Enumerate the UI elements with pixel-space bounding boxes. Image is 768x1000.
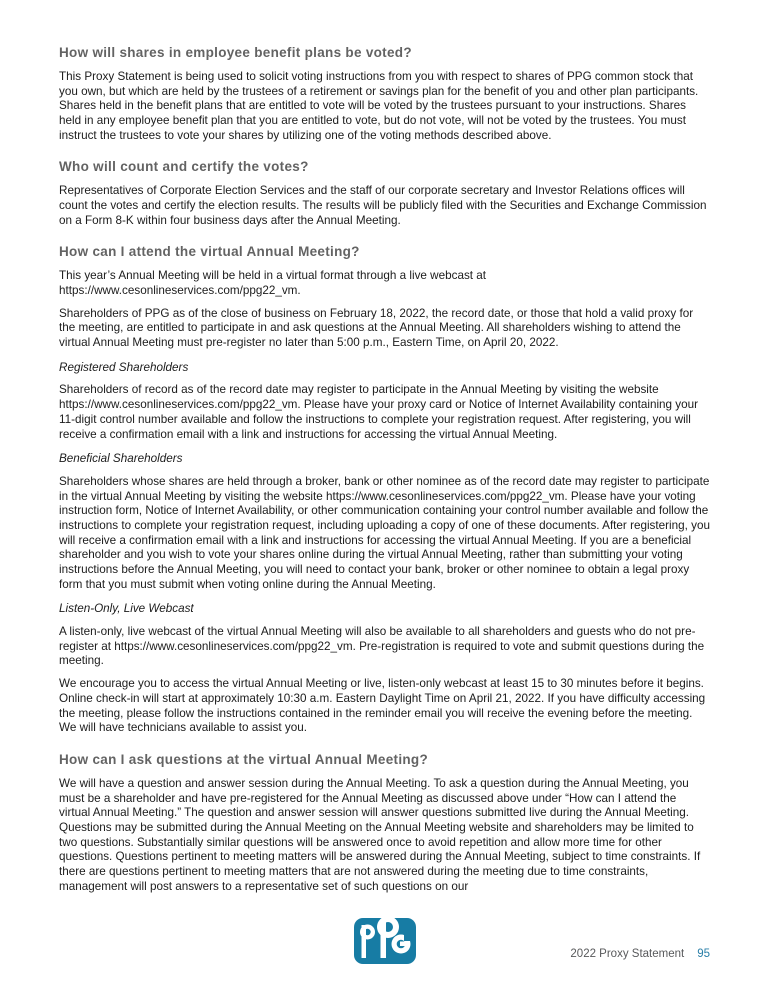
paragraph: This Proxy Statement is being used to solicit voting instructions from you with respect to shares of PPG common stock that you own, but which are held by the trustees of a retirement or savings plan for the benefit of you and other plan participants. Shares held in the benefit plans that are entitled to vote will be voted by the trustees pursuant to your instructions. Shares held in any employee benefit plan that you are entitled to vote, but do not vote, will not be voted by the trustees. You must instruct the trustees to vote your shares by utilizing one of the voting methods described above.	[59, 69, 699, 142]
section-heading: How can I attend the virtual Annual Meeting?	[59, 244, 360, 260]
sub-heading: Beneficial Shareholders	[59, 452, 183, 466]
section-heading: How will shares in employee benefit plans be voted?	[59, 45, 412, 60]
paragraph: We encourage you to access the virtual Annual Meeting or live, listen-only webcast at least 15 to 30 minutes before it begins. Online check-in will start at approximately 10:30 a.m. Eastern Daylight Time on April 21, 2022. If you have difficulty accessing the meeting, please follow the instructions contained in the reminder email you will receive the evening before the meeting. We will have technicians available to assist you.	[59, 677, 706, 735]
section-heading: Who will count and certify the votes?	[59, 159, 309, 175]
section-heading: How can I ask questions at the virtual Annual Meeting?	[59, 752, 429, 767]
ppg-logo-graphic	[354, 912, 416, 965]
sub-heading: Registered Shareholders	[59, 360, 189, 374]
footer-page-number: 95	[697, 948, 710, 960]
ppg-logo	[354, 912, 416, 965]
paragraph: This year’s Annual Meeting will be held in a virtual format through a live webcast at https://www.cesonlineservices.com/ppg22_vm.	[59, 269, 487, 297]
sub-heading: Listen-Only, Live Webcast	[59, 602, 194, 616]
paragraph: Shareholders whose shares are held through a broker, bank or other nominee as of the record date may register to participate in the virtual Annual Meeting by visiting the website https://www.cesonlineservices.com/ppg22_vm. Please have your voting instruction form, Notice of Internet Availability, or other communication containing your control number available and follow the instructions to complete your registration request, including uploading a copy of one of these documents. After registering, you will receive a confirmation email with a link and instructions for accessing the virtual Annual Meeting. If you are a beneficial shareholder and you wish to vote your shares online during the virtual Annual Meeting, rather than submitting your voting instructions before the Annual Meeting, you will need to contact your bank, broker or other nominee to obtain a legal proxy form that you must submit when voting online during the Annual Meeting.	[59, 474, 710, 591]
paragraph: Shareholders of PPG as of the close of business on February 18, 2022, the record date, or those that hold a valid proxy for the meeting, are entitled to participate in and ask questions at the Annual Meeting. All shareholders wishing to attend the virtual Annual Meeting must pre-register no later than 5:00 p.m., Eastern Time, on April 20, 2022.	[59, 306, 694, 350]
footer-meta	[570, 948, 710, 960]
paragraph: A listen-only, live webcast of the virtual Annual Meeting will also be available to all shareholders and guests who do not pre-register at https://www.cesonlineservices.com/ppg22_vm. Pre-registration is required to vote and submit questions during the meeting.	[59, 625, 705, 668]
footer-doc-label: 2022 Proxy Statement	[570, 948, 685, 960]
paragraph: We will have a question and answer session during the Annual Meeting. To ask a question during the Annual Meeting, you must be a shareholder and have pre-registered for the Annual Meeting as discussed above under “How can I attend the virtual Annual Meeting.” The question and answer session will answer questions submitted live during the Annual Meeting. Questions may be submitted during the Annual Meeting on the Annual Meeting website and shareholders may be limited to two questions. Substantially similar questions will be answered once to avoid repetition and allow more time for other questions. Questions pertinent to meeting matters will be answered during the Annual Meeting, subject to time constraints. If there are questions pertinent to meeting matters that are not answered during the meeting due to time constraints, management will post answers to a representative set of such questions on our	[59, 776, 701, 893]
page-content	[59, 45, 710, 903]
paragraph: Shareholders of record as of the record date may register to participate in the Annual Meeting by visiting the website https://www.cesonlineservices.com/ppg22_vm. Please have your proxy card or Notice of Internet Availability containing your 11-digit control number available and follow the instructions to complete your registration request. After registering, you will receive a confirmation email with a link and instructions for accessing the virtual Annual Meeting.	[59, 383, 699, 441]
paragraph: Representatives of Corporate Election Services and the staff of our corporate secretary and Investor Relations offices will count the votes and certify the election results. The results will be publicly filed with the Securities and Exchange Commission on a Form 8-K within four business days after the Annual Meeting.	[59, 184, 707, 227]
